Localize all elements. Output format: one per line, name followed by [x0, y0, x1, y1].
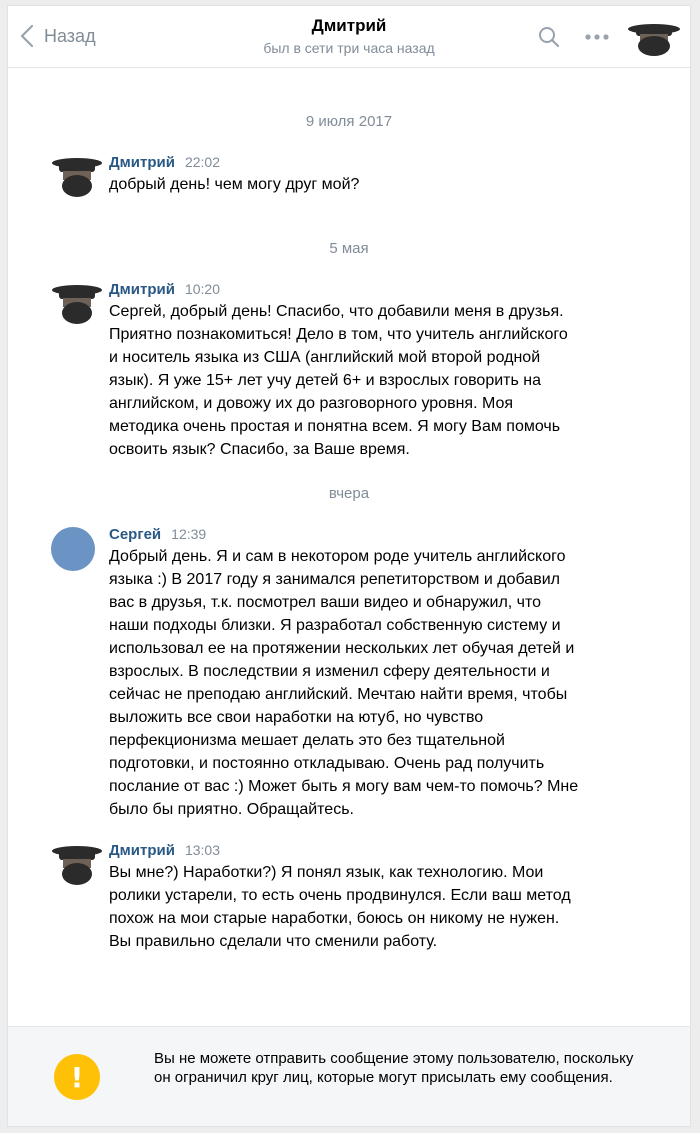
redacted-avatar	[50, 842, 104, 886]
redacted-avatar	[626, 16, 682, 56]
author-name[interactable]: Дмитрий	[109, 842, 175, 859]
message-text: добрый день! чем могу друг мой?	[109, 176, 360, 193]
date-separator: вчера	[328, 485, 370, 502]
avatar[interactable]	[50, 154, 104, 203]
author-name[interactable]: Дмитрий	[109, 281, 175, 298]
write-restriction-banner	[8, 1026, 690, 1126]
more-button[interactable]	[584, 26, 610, 53]
avatar[interactable]	[50, 842, 104, 891]
message-time: 13:03	[184, 842, 221, 858]
chat-header	[8, 6, 690, 68]
back-label: Назад	[44, 25, 96, 46]
date-separator: 9 июля 2017	[305, 113, 393, 130]
warning-icon: !	[54, 1054, 100, 1100]
restriction-text: Вы не можете отправить сообщение этому пользователю, поскольку он ограничил круг лиц, которые могут присылать ему сообщения.	[154, 1050, 634, 1086]
search-icon	[538, 26, 560, 48]
message-time: 22:02	[184, 154, 221, 170]
peer-avatar[interactable]	[626, 16, 682, 56]
search-button[interactable]	[538, 26, 560, 53]
user-avatar	[50, 526, 100, 576]
message-text: Сергей, добрый день! Спасибо, что добавили меня в друзья. Приятно познакомиться! Дело в том, что учитель английского и носитель языка из США (английский мой второй родной язык). Я уже 15+ лет учу детей 6+ и взрослых говорить на английском, и довожу их до разговорного уровня. Моя методика очень простая и понятна всем. Я могу Вам помочь освоить язык? Спасибо, за Ваше время.	[109, 303, 568, 458]
peer-status: был в сети три часа назад	[263, 40, 435, 56]
message-text: Вы мне?) Наработки?) Я понял язык, как технологию. Мои ролики устарели, то есть очень продвинулся. Если ваш метод похож на мои старые наработки, боюсь он никому не нужен. Вы правильно сделали что сменили работу.	[109, 864, 571, 950]
message-time: 12:39	[171, 526, 207, 542]
chat-window	[7, 5, 691, 1127]
message-text: Добрый день. Я и сам в некотором роде учитель английского языка :) В 2017 году я занимался репетиторством и добавил вас в друзья, т.к. посмотрел ваши видео и обнаружил, что наши подходы близки. Я разработал собственную систему и использовал ее на протяжении нескольких лет обучая детей и взрослых. В последствии я изменил сферу деятельности и сейчас не преподаю английский. Мечтаю найти время, чтобы выложить все свои наработки на ютуб, но чувство перфекционизма мешает делать это без тщательной подготовки, и постоянно откладываю. Очень рад получить послание от вас :) Может быть я могу вам чем-то помочь? Мне было бы приятно. Обращайтесь.	[109, 548, 579, 818]
author-name[interactable]: Сергей	[109, 526, 162, 543]
message-time: 10:20	[184, 281, 221, 297]
more-dots-icon	[584, 26, 610, 48]
avatar[interactable]	[50, 281, 104, 330]
avatar[interactable]	[50, 526, 100, 581]
redacted-avatar	[50, 154, 104, 198]
date-separator: 5 мая	[329, 240, 369, 257]
redacted-avatar	[50, 281, 104, 325]
peer-name: Дмитрий	[311, 16, 387, 35]
author-name[interactable]: Дмитрий	[109, 154, 175, 171]
